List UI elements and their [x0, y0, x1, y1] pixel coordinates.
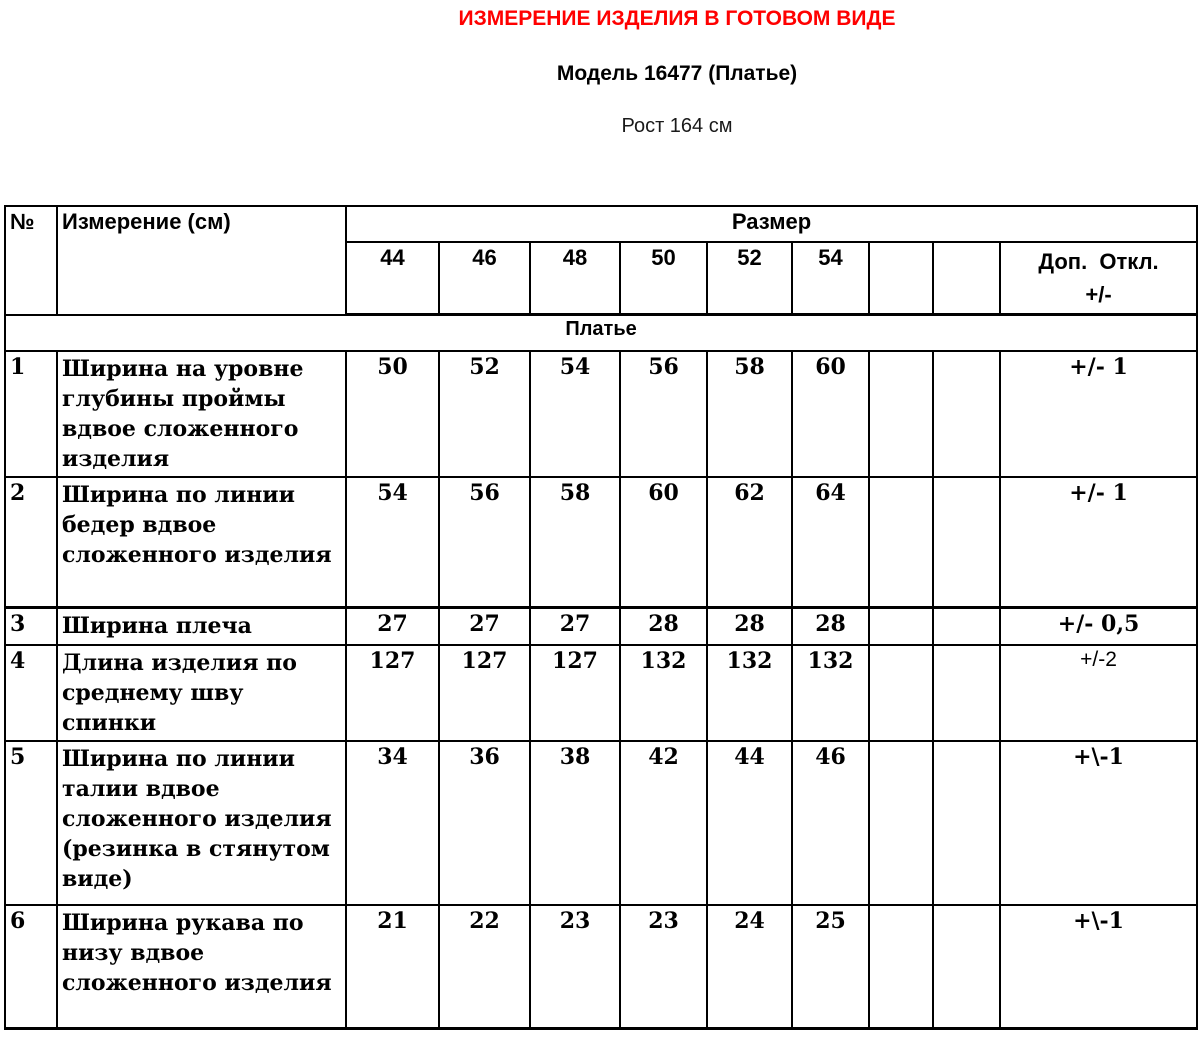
- value-cell: 56: [439, 477, 530, 608]
- col-header-size-group: Размер: [346, 206, 1197, 242]
- value-cell-empty: [933, 608, 1000, 645]
- col-header-size-52: 52: [707, 242, 792, 315]
- row-number-cell: 4: [5, 645, 57, 741]
- document-title: ИЗМЕРЕНИЕ ИЗДЕЛИЯ В ГОТОВОМ ВИДЕ: [458, 7, 896, 30]
- value-cell: 44: [707, 741, 792, 905]
- value-cell: 58: [707, 351, 792, 477]
- value-cell: 60: [620, 477, 707, 608]
- value-cell: 27: [346, 608, 439, 645]
- table-row: [5, 351, 1197, 477]
- model-subtitle: Модель 16477 (Платье): [556, 62, 798, 85]
- tolerance-header-line1: Доп. Откл.: [1038, 249, 1159, 274]
- col-header-size-50: 50: [620, 242, 707, 315]
- value-cell-empty: [869, 351, 933, 477]
- document-headings: [0, 0, 1200, 138]
- col-header-size-empty-2: [933, 242, 1000, 315]
- value-cell: 127: [346, 645, 439, 741]
- measurement-name-cell: Ширина плеча: [57, 608, 346, 645]
- section-row: [5, 315, 1197, 351]
- col-header-size-48: 48: [530, 242, 620, 315]
- col-header-tolerance: [1000, 242, 1197, 315]
- tolerance-cell: +/- 0,5: [1000, 608, 1197, 645]
- value-cell-empty: [933, 741, 1000, 905]
- value-cell: 34: [346, 741, 439, 905]
- table-row: [5, 608, 1197, 645]
- row-number-cell: 6: [5, 905, 57, 1029]
- measurement-name-cell: Ширина по линии бедер вдвое сложенного изделия: [57, 477, 346, 608]
- value-cell: 64: [792, 477, 869, 608]
- tolerance-cell: +/- 1: [1000, 351, 1197, 477]
- tolerance-cell: +/-2: [1000, 645, 1197, 741]
- measurement-name-cell: Ширина на уровне глубины проймы вдвое сложенного изделия: [57, 351, 346, 477]
- section-label: Платье: [5, 315, 1197, 351]
- header-row-group: [5, 206, 1197, 242]
- col-header-size-46: 46: [439, 242, 530, 315]
- tolerance-cell: +\-1: [1000, 741, 1197, 905]
- value-cell: 25: [792, 905, 869, 1029]
- value-cell: 56: [620, 351, 707, 477]
- table-row: [5, 741, 1197, 905]
- value-cell: 36: [439, 741, 530, 905]
- tolerance-header-line2: +/-: [1085, 282, 1112, 307]
- value-cell: 58: [530, 477, 620, 608]
- col-header-size-54: 54: [792, 242, 869, 315]
- tolerance-cell: +/- 1: [1000, 477, 1197, 608]
- value-cell: 127: [530, 645, 620, 741]
- value-cell: 52: [439, 351, 530, 477]
- value-cell-empty: [933, 905, 1000, 1029]
- value-cell-empty: [869, 608, 933, 645]
- col-header-number: №: [5, 206, 57, 315]
- value-cell: 132: [792, 645, 869, 741]
- row-number-cell: 1: [5, 351, 57, 477]
- value-cell: 28: [707, 608, 792, 645]
- measurement-name-cell: Ширина по линии талии вдвое сложенного изделия (резинка в стянутом виде): [57, 741, 346, 905]
- value-cell: 23: [620, 905, 707, 1029]
- table-row: [5, 645, 1197, 741]
- value-cell: 24: [707, 905, 792, 1029]
- value-cell-empty: [933, 645, 1000, 741]
- value-cell: 38: [530, 741, 620, 905]
- value-cell: 27: [530, 608, 620, 645]
- col-header-size-44: 44: [346, 242, 439, 315]
- value-cell-empty: [869, 645, 933, 741]
- col-header-size-empty-1: [869, 242, 933, 315]
- value-cell: 46: [792, 741, 869, 905]
- table-row: [5, 905, 1197, 1029]
- value-cell: 28: [620, 608, 707, 645]
- value-cell: 28: [792, 608, 869, 645]
- value-cell-empty: [869, 905, 933, 1029]
- measurements-table: [4, 205, 1198, 1030]
- row-number-cell: 3: [5, 608, 57, 645]
- row-number-cell: 5: [5, 741, 57, 905]
- value-cell: 132: [620, 645, 707, 741]
- value-cell-empty: [869, 741, 933, 905]
- value-cell: 127: [439, 645, 530, 741]
- row-number-cell: 2: [5, 477, 57, 608]
- value-cell: 22: [439, 905, 530, 1029]
- table-row: [5, 477, 1197, 608]
- height-note: Рост 164 см: [621, 115, 733, 137]
- value-cell: 54: [530, 351, 620, 477]
- measurement-name-cell: Ширина рукава по низу вдвое сложенного изделия: [57, 905, 346, 1029]
- measurement-name-cell: Длина изделия по среднему шву спинки: [57, 645, 346, 741]
- value-cell: 54: [346, 477, 439, 608]
- value-cell: 62: [707, 477, 792, 608]
- value-cell: 27: [439, 608, 530, 645]
- value-cell: 21: [346, 905, 439, 1029]
- value-cell-empty: [933, 477, 1000, 608]
- value-cell-empty: [869, 477, 933, 608]
- col-header-measurement: Измерение (см): [57, 206, 346, 315]
- value-cell: 132: [707, 645, 792, 741]
- value-cell-empty: [933, 351, 1000, 477]
- value-cell: 60: [792, 351, 869, 477]
- tolerance-cell: +\-1: [1000, 905, 1197, 1029]
- value-cell: 23: [530, 905, 620, 1029]
- value-cell: 50: [346, 351, 439, 477]
- value-cell: 42: [620, 741, 707, 905]
